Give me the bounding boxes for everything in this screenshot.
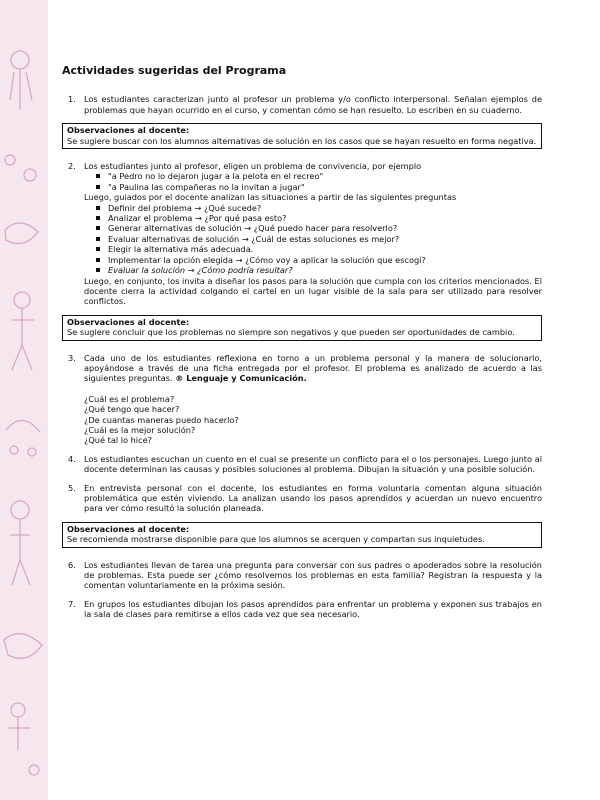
item-number: 2. <box>68 161 76 172</box>
list-item: Analizar el problema → ¿Por qué pasa esto? <box>96 213 542 223</box>
list-item: Definir del problema → ¿Qué sucede? <box>96 203 542 213</box>
list-item: ¿Cuál es la mejor solución? <box>84 424 196 435</box>
list-item: ¿De cuantas maneras puedo hacerlo? <box>84 414 239 425</box>
list-item: Implementar la opción elegida → ¿Cómo voy a aplicar la solución que escogí? <box>96 255 542 265</box>
item-text: En entrevista personal con el docente, los estudiantes en forma voluntaria comentan alguna situación problemática que estén viviendo. La analizan usando los pasos aprendidos y acuerdan un nuevo encuentro para ver cómo resultó la solución planeada. <box>84 482 542 514</box>
activity-3 <box>62 353 542 446</box>
activity-6 <box>62 560 542 591</box>
item-number: 4. <box>68 453 76 464</box>
subject-tag: ® Lenguaje y Comunicación. <box>175 373 307 384</box>
activity-4 <box>62 454 542 475</box>
note-title: Observaciones al docente: <box>67 523 190 534</box>
note-text: Se recomienda mostrarse disponible para que los alumnos se acerquen y compartan sus inquietudes. <box>67 534 485 545</box>
example-list <box>84 171 542 192</box>
activity-7 <box>62 599 542 620</box>
list-item: ¿Qué tal lo hice? <box>84 435 152 446</box>
item-number: 5. <box>68 482 76 493</box>
item-number: 6. <box>68 559 76 570</box>
activity-2 <box>62 161 542 307</box>
item-text: Cada uno de los estudiantes reflexiona en torno a un problema personal y la manera de solucionarlo, apoyándose a través de una ficha entregada por el profesor. El problema es analizado de acuerdo a las siguientes preguntas. <box>84 352 542 384</box>
document-body <box>62 60 542 628</box>
item-guide: Luego, guiados por el docente analizan las situaciones a partir de las siguientes preguntas <box>84 192 457 203</box>
item-intro: Los estudiantes junto al profesor, eligen un problema de convivencia, por ejemplo <box>84 161 422 172</box>
doodle-illustrations <box>0 0 48 800</box>
item-text: Los estudiantes escuchan un cuento en el cual se presente un conflicto para el o los personajes. Luego junto al docente determinan las causas y posibles soluciones al problema. Dibujan la situación y una posible solución. <box>84 453 542 475</box>
item-number: 3. <box>68 352 76 363</box>
teacher-note-3 <box>62 522 542 548</box>
list-item: Elegir la alternativa más adecuada. <box>96 244 542 254</box>
question-list <box>84 394 542 446</box>
list-item: Generar alternativas de solución → ¿Qué puedo hacer para resolverlo? <box>96 223 542 233</box>
item-number: 1. <box>68 94 76 105</box>
list-item: ¿Cuál es el problema? <box>84 393 175 404</box>
activity-5 <box>62 483 542 514</box>
note-title: Observaciones al docente: <box>67 125 190 136</box>
list-item: Evaluar alternativas de solución → ¿Cuál de estas soluciones es mejor? <box>96 234 542 244</box>
note-text: Se sugiere buscar con los alumnos alternativas de solución en los casos que se hayan resuelto en forma negativa. <box>67 135 537 146</box>
item-closing: Luego, en conjunto, los invita a diseñar los pasos para la solución que cumpla con los criterios mencionados. El docente cierra la actividad colgando el cartel en un lugar visible de la sala para ser utilizado para resolver conflictos. <box>84 275 542 307</box>
list-item: "a Paulina las compañeras no la invitan a jugar" <box>96 182 542 192</box>
steps-list <box>84 203 542 276</box>
list-item: ¿Qué tengo que hacer? <box>84 404 180 415</box>
note-title: Observaciones al docente: <box>67 316 190 327</box>
item-text: Los estudiantes llevan de tarea una pregunta para conversar con sus padres o apoderados sobre la resolución de problemas. Esta puede ser ¿cómo resolvemos los problemas en esta familia? Registran la respuesta y la comentan voluntariamente en la próxima sesión. <box>84 559 542 591</box>
list-item: Evaluar la solución → ¿Cómo podría resultar? <box>96 265 542 275</box>
decorative-margin <box>0 0 48 800</box>
list-item: "a Pedro no lo dejaron jugar a la pelota en el recreo" <box>96 171 542 181</box>
item-text: En grupos los estudiantes dibujan los pasos aprendidos para enfrentar un problema y exponen sus trabajos en la sala de clases para remitirse a ellos cada vez que sea necesario. <box>84 598 542 620</box>
teacher-note-1 <box>62 123 542 149</box>
teacher-note-2 <box>62 315 542 341</box>
activity-1 <box>62 94 542 115</box>
item-text: Los estudiantes caracterizan junto al profesor un problema y/o conflicto interpersonal. Señalan ejemplos de problemas que hayan ocurrido en el curso, y comentan cómo se han resuelto. Lo escriben en su cuaderno. <box>84 94 542 115</box>
note-text: Se sugiere concluir que los problemas no siempre son negativos y que pueden ser oportunidades de cambio. <box>67 327 515 338</box>
item-number: 7. <box>68 598 76 609</box>
page-title: Actividades sugeridas del Programa <box>62 64 287 77</box>
